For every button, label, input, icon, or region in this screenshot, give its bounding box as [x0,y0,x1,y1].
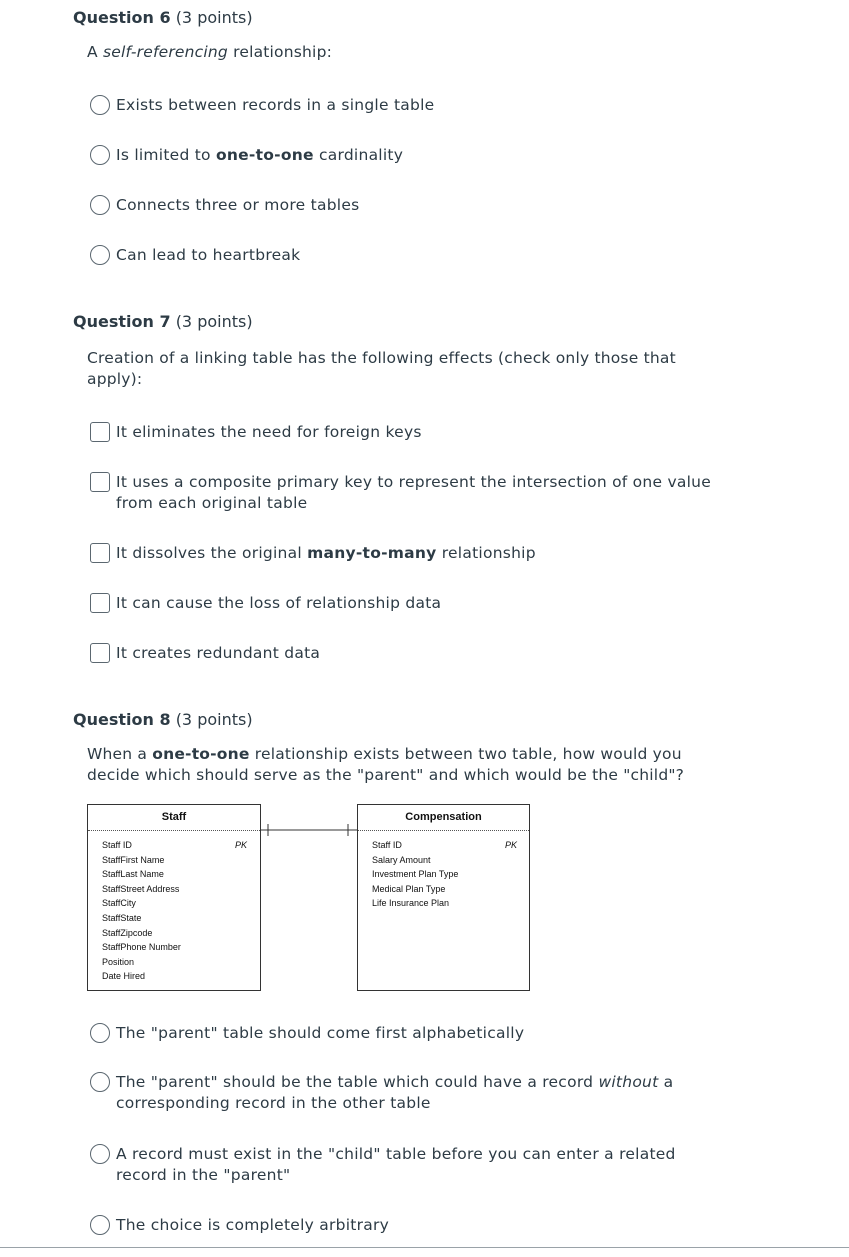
entity-field: StaffFirst Name [102,854,165,865]
q8-option-4[interactable]: The choice is completely arbitrary [90,1215,389,1237]
checkbox[interactable] [90,472,110,492]
q8-option-3[interactable]: A record must exist in the "child" table before you can enter a related record in the "parent" [90,1144,676,1188]
entity-field: Medical Plan Type [372,883,446,894]
question-number: Question 6 [73,8,171,27]
entity-divider [88,830,260,831]
q6-option-4[interactable]: Can lead to heartbreak [90,245,300,267]
q6-option-1[interactable]: Exists between records in a single table [90,95,434,117]
radio-button[interactable] [90,145,110,165]
question-8-prompt: When a one-to-one relationship exists between two table, how would you decide which should serve as the "parent" and which would be the "child"? [87,745,685,784]
q7-option-4[interactable]: It can cause the loss of relationship data [90,593,441,615]
question-8-title [73,710,253,729]
checkbox[interactable] [90,593,110,613]
entity-field: StaffZipcode [102,927,153,938]
q6-option-3[interactable]: Connects three or more tables [90,195,359,217]
q7-option-1[interactable]: It eliminates the need for foreign keys [90,422,422,444]
entity-field: Life Insurance Plan [372,898,450,909]
question-7-title [73,312,253,331]
entity-field: Position [102,956,135,967]
question-6-prompt: A self-referencing relationship: [87,43,333,61]
entity-field: Date Hired [102,971,146,982]
checkbox[interactable] [90,422,110,442]
radio-button[interactable] [90,1215,110,1235]
pk-label: PK [505,840,518,850]
question-number: Question 8 [73,710,171,729]
entity-title: Staff [161,811,187,823]
pk-label: PK [235,840,248,850]
q7-option-2[interactable]: It uses a composite primary key to represent the intersection of one value from each original table [90,472,711,516]
q7-option-5[interactable]: It creates redundant data [90,643,320,665]
radio-button[interactable] [90,1072,110,1092]
entity-field: StaffState [102,913,142,923]
entity-field: Investment Plan Type [372,869,459,880]
radio-button[interactable] [90,1023,110,1043]
radio-button[interactable] [90,1144,110,1164]
entity-field: StaffPhone Number [102,942,181,953]
staff-entity [87,804,261,991]
checkbox[interactable] [90,643,110,663]
entity-divider [358,830,529,831]
q6-option-2[interactable]: Is limited to one-to-one cardinality [90,145,403,167]
entity-field: StaffLast Name [102,869,164,880]
q8-option-2[interactable]: The "parent" should be the table which could have a record without a corresponding record in the other table [90,1072,673,1116]
question-points: (3 points) [175,8,253,27]
question-6-title [73,8,253,27]
entity-field: Staff ID [102,840,132,850]
entity-title: Compensation [405,811,482,823]
question-7-prompt: Creation of a linking table has the following effects (check only those that apply): [87,349,676,388]
entity-field: StaffCity [102,898,136,909]
radio-button[interactable] [90,95,110,115]
checkbox[interactable] [90,543,110,563]
question-points: (3 points) [175,312,253,331]
entity-field: Staff ID [372,840,402,850]
radio-button[interactable] [90,245,110,265]
radio-button[interactable] [90,195,110,215]
question-points: (3 points) [175,710,253,729]
q8-option-1[interactable]: The "parent" table should come first alphabetically [90,1023,524,1045]
compensation-entity [357,804,530,991]
relationship-line [260,820,360,840]
q7-option-3[interactable]: It dissolves the original many-to-many relationship [90,543,536,565]
entity-field: StaffStreet Address [102,883,180,894]
entity-field: Salary Amount [372,854,431,865]
bottom-divider [0,1247,849,1248]
question-number: Question 7 [73,312,171,331]
